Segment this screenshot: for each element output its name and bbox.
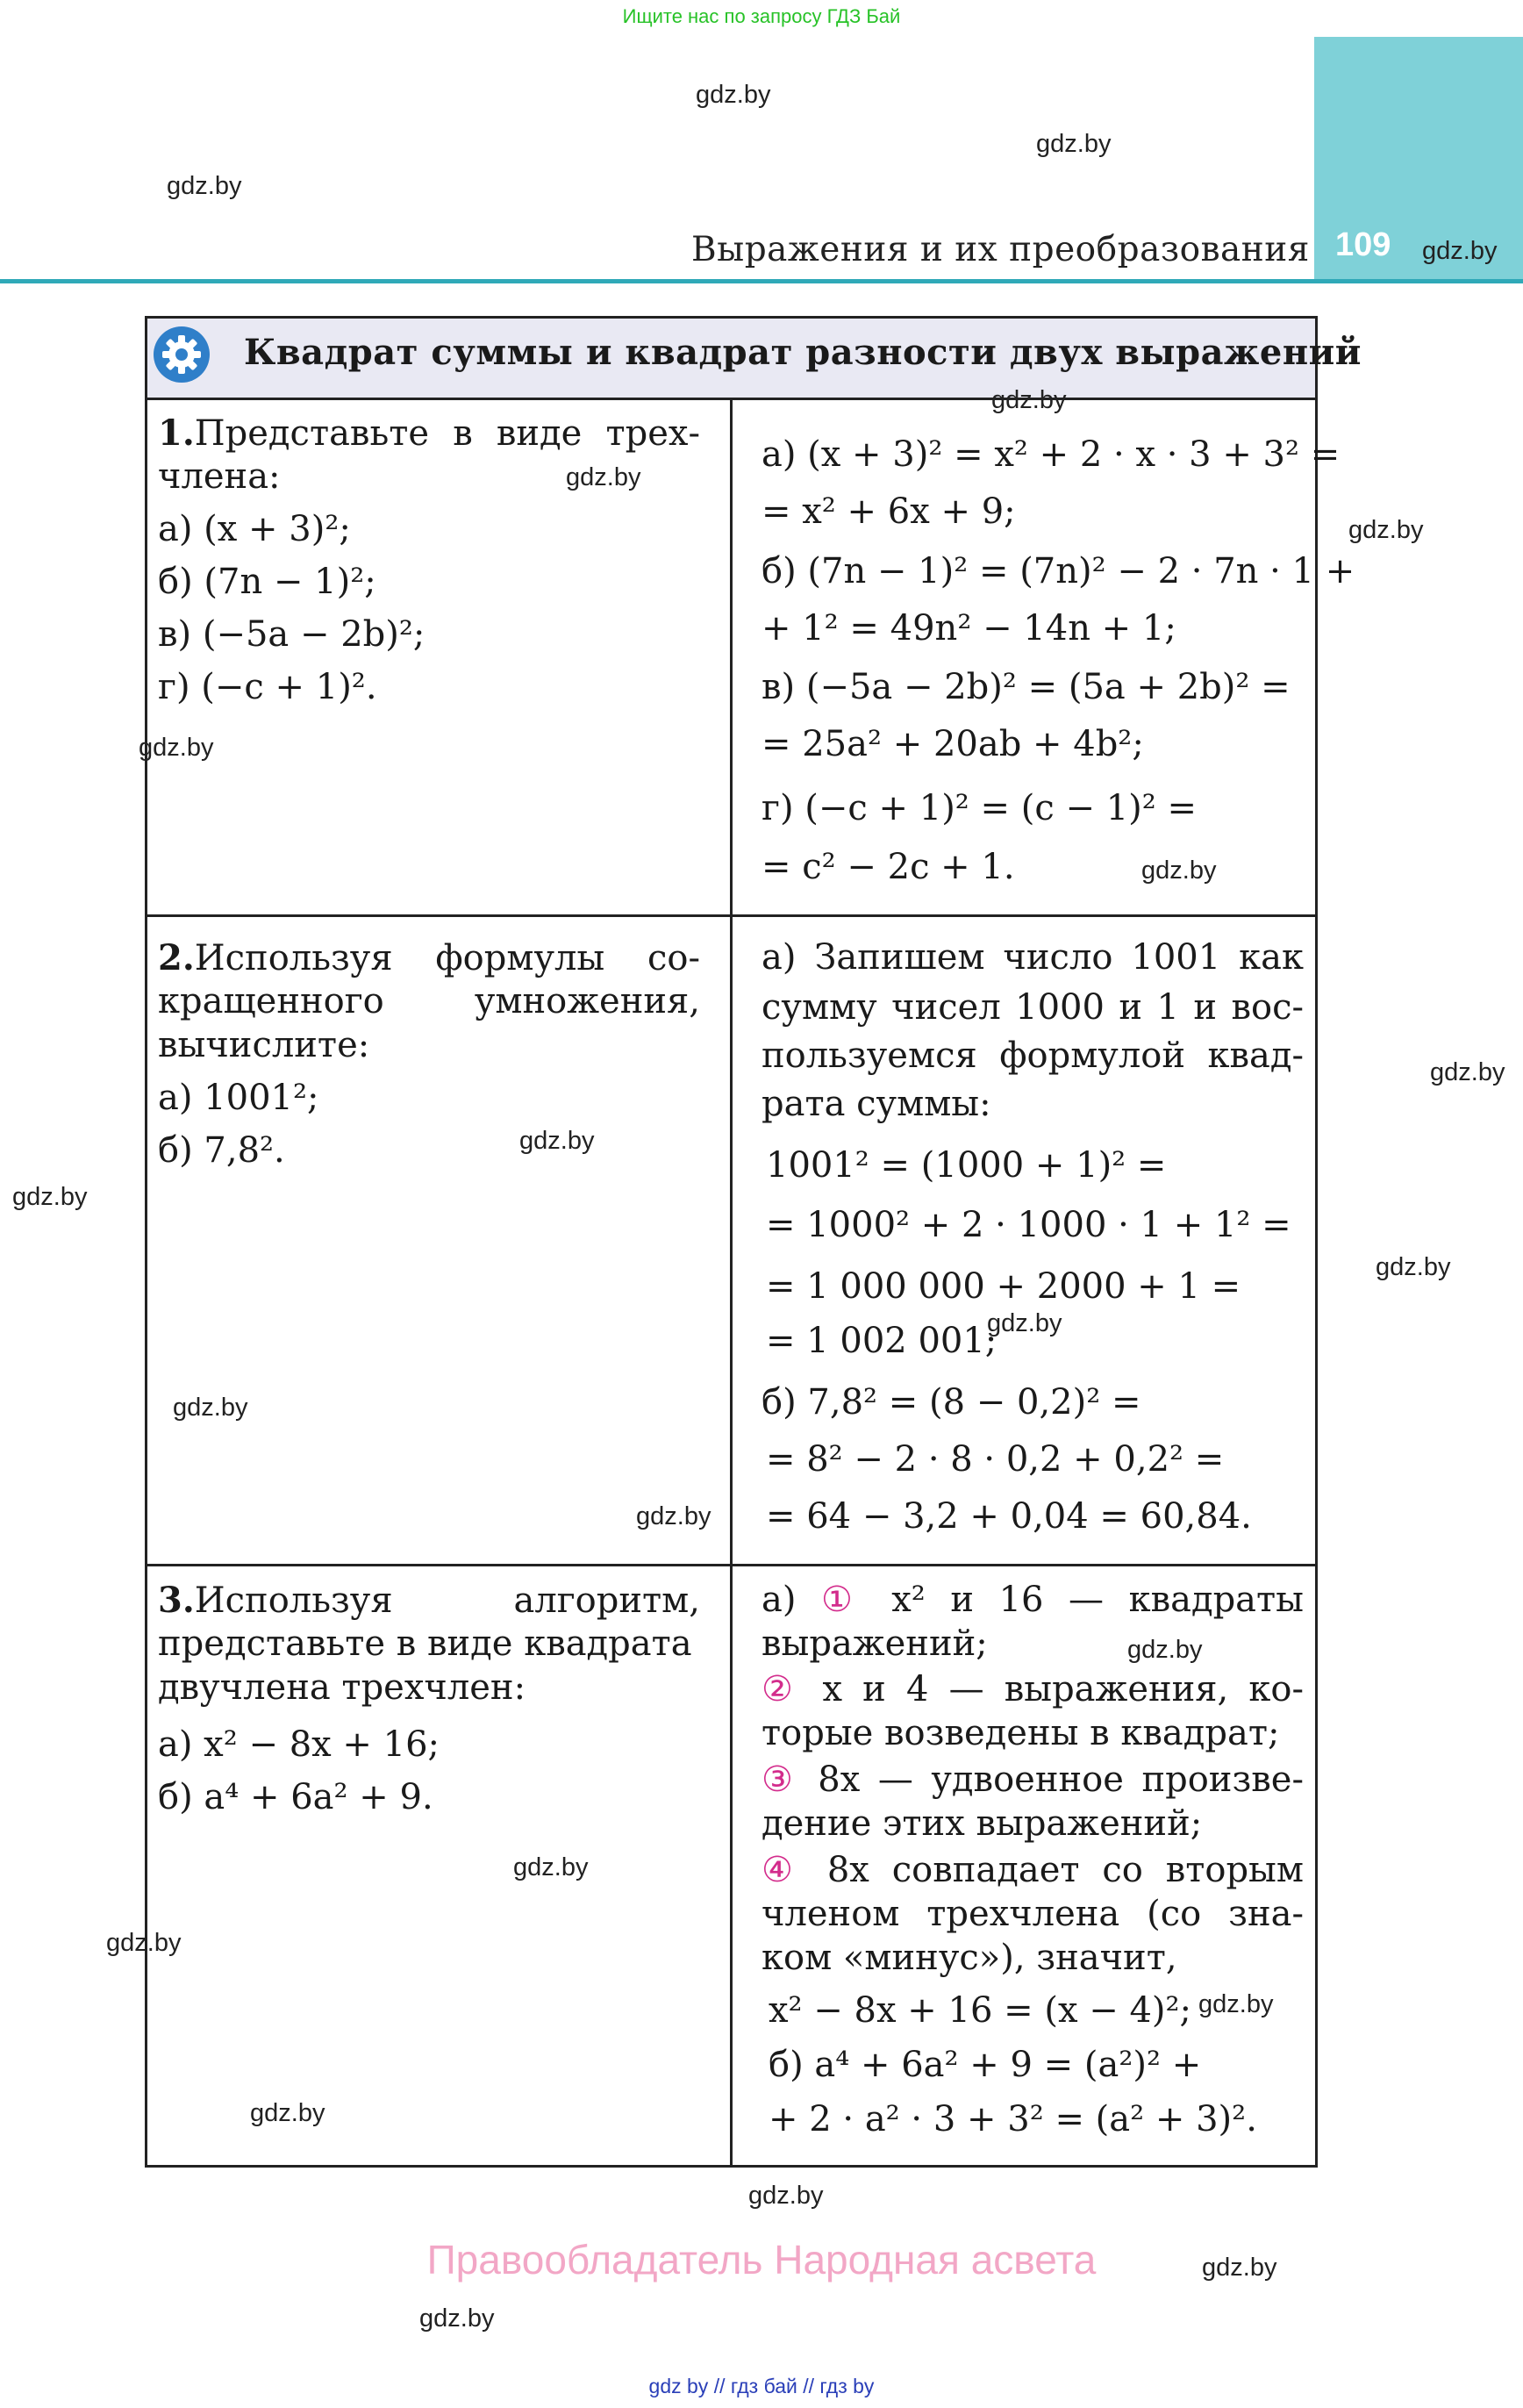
solution-step: ком «минус»), значит,	[762, 1938, 1177, 1978]
solution-line: б) a⁴ + 6a² + 9 = (a²)² +	[769, 2045, 1202, 2085]
solution-line: = 25a² + 20ab + 4b²;	[762, 724, 1144, 764]
watermark: gdz.by	[139, 734, 214, 762]
task-item: а) (x + 3)²;	[158, 509, 351, 549]
solution-line: б) 7,8² = (8 − 0,2)² =	[762, 1382, 1141, 1423]
task-number: 1.	[158, 412, 195, 454]
footer-links[interactable]: gdz by // гдз бай // гдз by	[648, 2375, 875, 2397]
watermark: gdz.by	[987, 1309, 1062, 1337]
task-item: а) x² − 8x + 16;	[158, 1724, 440, 1765]
watermark: gdz.by	[173, 1394, 248, 1422]
step-marker: ③	[762, 1759, 800, 1800]
solution-step: выражений;	[762, 1623, 988, 1664]
search-hint: Ищите нас по запросу ГДЗ Бай	[622, 5, 901, 27]
watermark: gdz.by	[1376, 1253, 1451, 1281]
row-divider	[147, 914, 1315, 917]
task-prompt: кращенного умножения,	[158, 981, 700, 1021]
header-rule	[0, 279, 1523, 283]
step-marker: ④	[762, 1850, 804, 1890]
solution-line: = 1 000 000 + 2000 + 1 =	[766, 1266, 1241, 1307]
solution-line: x² − 8x + 16 = (x − 4)²;	[769, 1990, 1192, 2031]
watermark: gdz.by	[566, 463, 641, 491]
task-prompt: 3.Используя алгоритм,	[158, 1580, 700, 1621]
copyright-owner: Правообладатель Народная асвета	[426, 2237, 1097, 2283]
solution-step: ④ 8x совпадает со вторым	[762, 1850, 1304, 1890]
solution-step: членом трехчлена (со зна-	[762, 1894, 1304, 1934]
watermark: gdz.by	[419, 2304, 495, 2333]
watermark: gdz.by	[1141, 856, 1217, 885]
watermark: gdz.by	[1348, 516, 1424, 544]
box-title: Квадрат суммы и квадрат разности двух выражений	[244, 332, 1362, 373]
task-item: г) (−c + 1)².	[158, 667, 377, 707]
solution-line: г) (−c + 1)² = (c − 1)² =	[762, 788, 1198, 828]
solution-line: = 64 − 3,2 + 0,04 = 60,84.	[766, 1496, 1252, 1537]
solution-text: а) Запишем число 1001 как	[762, 937, 1304, 978]
solution-line: 1001² = (1000 + 1)² =	[766, 1145, 1167, 1186]
solution-step: а) ① x² и 16 — квадраты	[762, 1580, 1304, 1620]
task-item: б) (7n − 1)²;	[158, 562, 376, 602]
watermark: gdz.by	[513, 1853, 589, 1881]
watermark: gdz.by	[1202, 2254, 1277, 2282]
solution-step: ③ 8x — удвоенное произве-	[762, 1759, 1304, 1800]
task-prompt: двучлена трехчлен:	[158, 1667, 526, 1708]
solution-line: = 1000² + 2 · 1000 · 1 + 1² =	[766, 1205, 1291, 1245]
watermark: gdz.by	[1036, 130, 1112, 158]
solution-line: = x² + 6x + 9;	[762, 491, 1016, 532]
task-prompt: представьте в виде квадрата	[158, 1623, 692, 1664]
watermark: gdz.by	[991, 386, 1067, 414]
watermark: gdz.by	[106, 1929, 182, 1957]
step-marker: ①	[821, 1580, 867, 1620]
watermark: gdz.by	[1127, 1636, 1203, 1664]
page-number: 109	[1335, 226, 1391, 263]
solution-line: = 1 002 001;	[766, 1321, 997, 1361]
solution-text: рата суммы:	[762, 1084, 991, 1124]
watermark: gdz.by	[1422, 237, 1498, 265]
solution-line: + 1² = 49n² − 14n + 1;	[762, 608, 1176, 649]
gear-icon	[154, 326, 210, 383]
solution-step: ② x и 4 — выражения, ко-	[762, 1669, 1305, 1709]
watermark: gdz.by	[12, 1183, 88, 1211]
task-item: б) a⁴ + 6a² + 9.	[158, 1777, 433, 1817]
solution-line: б) (7n − 1)² = (7n)² − 2 · 7n · 1 +	[762, 551, 1355, 591]
watermark: gdz.by	[1430, 1058, 1505, 1086]
task-number: 2.	[158, 937, 195, 978]
task-item: в) (−5a − 2b)²;	[158, 614, 425, 655]
task-item: а) 1001²;	[158, 1078, 319, 1118]
watermark: gdz.by	[636, 1502, 711, 1530]
column-divider	[730, 398, 733, 2165]
watermark: gdz.by	[1198, 1990, 1274, 2018]
task-prompt: 2.Используя формулы со-	[158, 937, 700, 978]
solution-line: а) (x + 3)² = x² + 2 · x · 3 + 3² =	[762, 434, 1341, 475]
running-title: Выражения и их преобразования	[691, 230, 1310, 269]
watermark: gdz.by	[696, 81, 771, 109]
solution-line: в) (−5a − 2b)² = (5a + 2b)² =	[762, 667, 1291, 707]
solution-line: = c² − 2c + 1.	[762, 847, 1015, 887]
watermark: gdz.by	[250, 2099, 325, 2127]
watermark: gdz.by	[519, 1127, 595, 1155]
watermark: gdz.by	[748, 2182, 824, 2210]
watermark: gdz.by	[167, 172, 242, 200]
solution-text: сумму чисел 1000 и 1 и вос-	[762, 987, 1304, 1028]
row-divider	[147, 1564, 1315, 1566]
solution-line: + 2 · a² · 3 + 3² = (a² + 3)².	[769, 2099, 1257, 2139]
solution-step: торые возведены в квадрат;	[762, 1713, 1280, 1753]
task-prompt: 1.Представьте в виде трех-	[158, 412, 700, 454]
task-prompt: члена:	[158, 456, 281, 497]
solution-line: = 8² − 2 · 8 · 0,2 + 0,2² =	[766, 1439, 1225, 1480]
step-marker: ②	[762, 1669, 803, 1709]
task-number: 3.	[158, 1580, 195, 1621]
solution-text: пользуемся формулой квад-	[762, 1036, 1304, 1076]
task-prompt: вычислите:	[158, 1025, 370, 1065]
task-item: б) 7,8².	[158, 1130, 285, 1171]
solution-step: дение этих выражений;	[762, 1803, 1203, 1844]
